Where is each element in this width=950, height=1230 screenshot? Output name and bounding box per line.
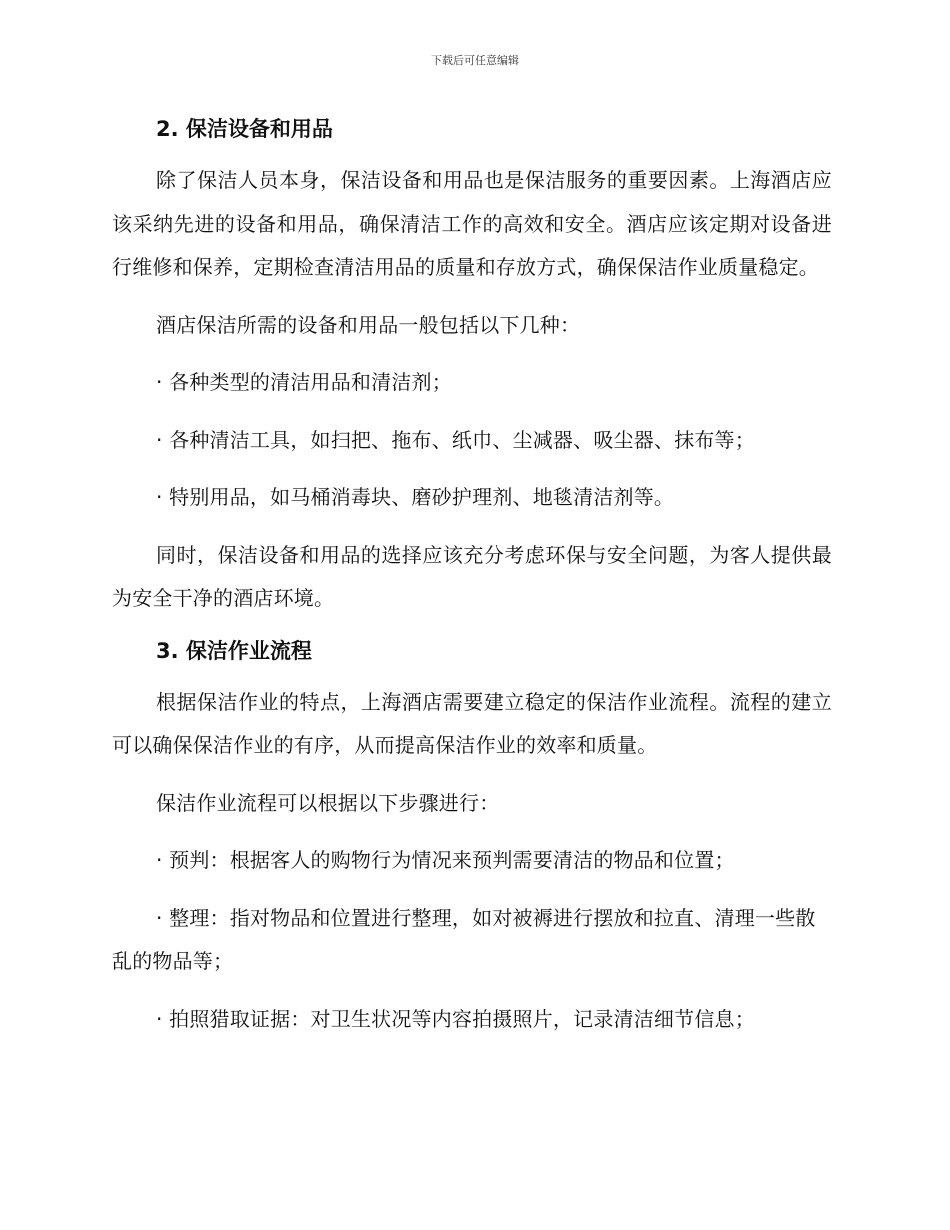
- section-3-paragraph-2: 保洁作业流程可以根据以下步骤进行：: [156, 790, 500, 815]
- section-2-bullet-3: · 特别用品，如马桶消毒块、磨砂护理剂、地毯清洁剂等。: [156, 485, 675, 509]
- section-2-paragraph-2: 酒店保洁所需的设备和用品一般包括以下几种：: [156, 312, 581, 337]
- section-2-heading: 2. 保洁设备和用品: [156, 117, 333, 141]
- section-3-heading: 3. 保洁作业流程: [156, 638, 312, 663]
- document-body: [112, 112, 832, 1041]
- section-3-bullet-2: · 整理：指对物品和位置进行整理，如对被褥进行摆放和拉直、清理一些散乱的物品等；: [112, 905, 816, 973]
- section-2-bullet-1: · 各种类型的清洁用品和清洁剂；: [156, 370, 452, 394]
- section-2-paragraph-1: 除了保洁人员本身，保洁设备和用品也是保洁服务的重要因素。上海酒店应该采纳先进的设备和用品，确保清洁工作的高效和安全。酒店应该定期对设备进行维修和保养，定期检查清洁用品的质量和存放方式，确保保洁作业质量稳定。: [112, 168, 832, 279]
- page-header: 下载后可任意编辑: [431, 54, 519, 67]
- section-3-bullet-3: · 拍照猎取证据：对卫生状况等内容拍摄照片，记录清洁细节信息；: [156, 1006, 755, 1031]
- section-2-paragraph-3: 同时，保洁设备和用品的选择应该充分考虑环保与安全问题，为客人提供最为安全干净的酒店环境。: [112, 542, 832, 610]
- section-3-paragraph-1: 根据保洁作业的特点，上海酒店需要建立稳定的保洁作业流程。流程的建立可以确保保洁作业的有序，从而提高保洁作业的效率和质量。: [112, 689, 832, 757]
- section-3-bullet-1: · 预判：根据客人的购物行为情况来预判需要清洁的物品和位置；: [156, 848, 735, 872]
- section-2-bullet-2: · 各种清洁工具，如扫把、拖布、纸巾、尘减器、吸尘器、抹布等；: [156, 427, 755, 452]
